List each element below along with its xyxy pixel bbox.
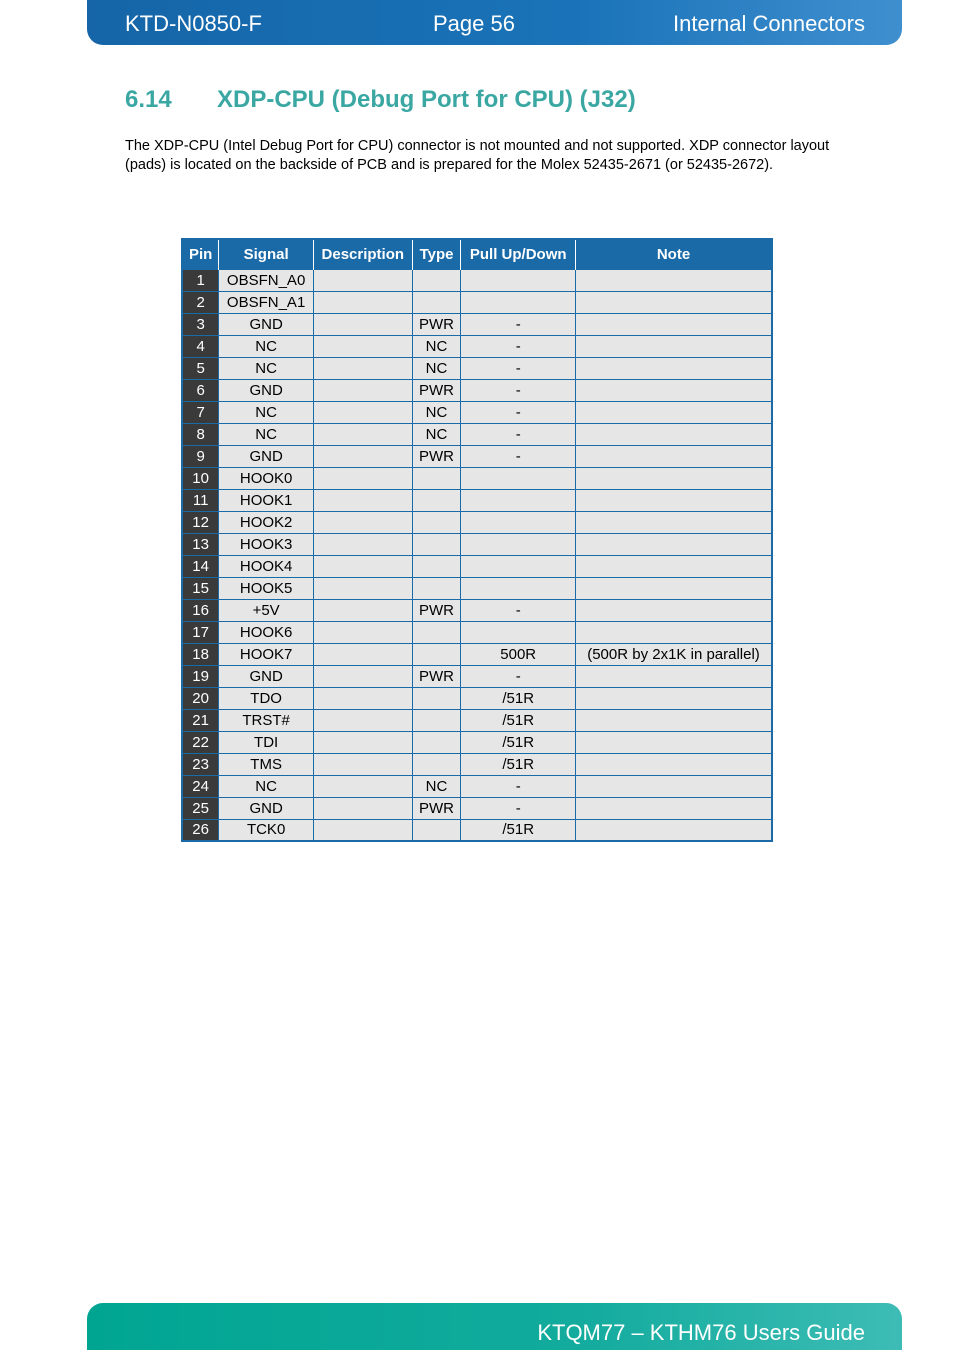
pin-cell: 18 [182, 643, 219, 665]
description-cell [313, 621, 412, 643]
pull-cell [461, 555, 576, 577]
table-row [182, 533, 772, 555]
pull-cell: - [461, 357, 576, 379]
description-cell [313, 401, 412, 423]
signal-cell: HOOK4 [219, 555, 314, 577]
note-cell [576, 335, 772, 357]
pin-cell: 9 [182, 445, 219, 467]
pin-cell: 8 [182, 423, 219, 445]
description-cell [313, 291, 412, 313]
description-cell [313, 665, 412, 687]
table-row [182, 379, 772, 401]
note-cell [576, 621, 772, 643]
pin-cell: 3 [182, 313, 219, 335]
pull-cell: - [461, 379, 576, 401]
signal-cell: GND [219, 665, 314, 687]
description-cell [313, 445, 412, 467]
pull-cell: - [461, 313, 576, 335]
table-header-row [182, 239, 772, 269]
type-cell [412, 467, 461, 489]
note-cell [576, 533, 772, 555]
table-body [182, 269, 772, 841]
page-header [87, 0, 902, 45]
table-row [182, 797, 772, 819]
signal-cell: HOOK0 [219, 467, 314, 489]
pin-cell: 12 [182, 511, 219, 533]
description-cell [313, 643, 412, 665]
note-cell: (500R by 2x1K in parallel) [576, 643, 772, 665]
note-cell [576, 313, 772, 335]
description-cell [313, 709, 412, 731]
type-cell: NC [412, 357, 461, 379]
table-row [182, 489, 772, 511]
signal-cell: TCK0 [219, 819, 314, 841]
signal-cell: HOOK6 [219, 621, 314, 643]
signal-cell: HOOK7 [219, 643, 314, 665]
signal-cell: HOOK1 [219, 489, 314, 511]
column-header: Description [313, 239, 412, 269]
column-header: Signal [219, 239, 314, 269]
type-cell: NC [412, 335, 461, 357]
table-row [182, 643, 772, 665]
column-header: Pull Up/Down [461, 239, 576, 269]
signal-cell: GND [219, 313, 314, 335]
header-section: Internal Connectors [673, 11, 865, 36]
pin-cell: 23 [182, 753, 219, 775]
pull-cell [461, 511, 576, 533]
table-row [182, 423, 772, 445]
pin-cell: 14 [182, 555, 219, 577]
description-cell [313, 775, 412, 797]
pin-cell: 22 [182, 731, 219, 753]
signal-cell: NC [219, 401, 314, 423]
description-cell [313, 533, 412, 555]
note-cell [576, 775, 772, 797]
pull-cell: /51R [461, 687, 576, 709]
table-row [182, 269, 772, 291]
note-cell [576, 489, 772, 511]
pull-cell: - [461, 665, 576, 687]
section-title: XDP-CPU (Debug Port for CPU) (J32) [217, 86, 636, 113]
pull-cell: - [461, 599, 576, 621]
note-cell [576, 445, 772, 467]
type-cell [412, 819, 461, 841]
note-cell [576, 819, 772, 841]
table-row [182, 445, 772, 467]
table-row [182, 709, 772, 731]
description-cell [313, 797, 412, 819]
pin-cell: 4 [182, 335, 219, 357]
description-cell [313, 555, 412, 577]
table-row [182, 511, 772, 533]
note-cell [576, 291, 772, 313]
type-cell: PWR [412, 445, 461, 467]
signal-cell: OBSFN_A0 [219, 269, 314, 291]
pull-cell: - [461, 401, 576, 423]
description-cell [313, 687, 412, 709]
signal-cell: TMS [219, 753, 314, 775]
type-cell [412, 291, 461, 313]
page-number: Page 56 [433, 11, 515, 36]
pull-cell: /51R [461, 709, 576, 731]
note-cell [576, 379, 772, 401]
description-cell [313, 577, 412, 599]
pin-cell: 11 [182, 489, 219, 511]
pull-cell: - [461, 335, 576, 357]
description-cell [313, 753, 412, 775]
note-cell [576, 599, 772, 621]
signal-cell: OBSFN_A1 [219, 291, 314, 313]
column-header: Type [412, 239, 461, 269]
pull-cell [461, 489, 576, 511]
note-cell [576, 753, 772, 775]
table-row [182, 313, 772, 335]
pin-cell: 19 [182, 665, 219, 687]
type-cell [412, 709, 461, 731]
signal-cell: +5V [219, 599, 314, 621]
pin-cell: 24 [182, 775, 219, 797]
signal-cell: GND [219, 797, 314, 819]
note-cell [576, 709, 772, 731]
table-row [182, 291, 772, 313]
signal-cell: NC [219, 357, 314, 379]
pull-cell [461, 621, 576, 643]
type-cell [412, 621, 461, 643]
type-cell: PWR [412, 379, 461, 401]
signal-cell: HOOK3 [219, 533, 314, 555]
pin-cell: 26 [182, 819, 219, 841]
type-cell: PWR [412, 313, 461, 335]
table-row [182, 731, 772, 753]
description-cell [313, 489, 412, 511]
type-cell: PWR [412, 599, 461, 621]
signal-cell: TRST# [219, 709, 314, 731]
signal-cell: NC [219, 423, 314, 445]
description-cell [313, 731, 412, 753]
note-cell [576, 555, 772, 577]
table-row [182, 665, 772, 687]
intro-paragraph: The XDP-CPU (Intel Debug Port for CPU) connector is not mounted and not supported. XDP connector layout (pads) is located on the backside of PCB and is prepared for the Molex 52435-2671 (or 52435-2672). [125, 138, 830, 173]
table-row [182, 621, 772, 643]
signal-cell: GND [219, 445, 314, 467]
pull-cell: /51R [461, 819, 576, 841]
pull-cell: - [461, 423, 576, 445]
table-row [182, 819, 772, 841]
description-cell [313, 423, 412, 445]
type-cell: PWR [412, 665, 461, 687]
description-cell [313, 269, 412, 291]
pull-cell: - [461, 775, 576, 797]
type-cell [412, 753, 461, 775]
description-cell [313, 511, 412, 533]
pin-cell: 16 [182, 599, 219, 621]
type-cell [412, 687, 461, 709]
guide-title: KTQM77 – KTHM76 Users Guide [537, 1320, 865, 1345]
pin-cell: 25 [182, 797, 219, 819]
pull-cell [461, 533, 576, 555]
note-cell [576, 269, 772, 291]
table-row [182, 555, 772, 577]
type-cell [412, 533, 461, 555]
column-header: Pin [182, 239, 219, 269]
pin-cell: 20 [182, 687, 219, 709]
type-cell [412, 577, 461, 599]
pin-cell: 2 [182, 291, 219, 313]
pin-cell: 17 [182, 621, 219, 643]
note-cell [576, 797, 772, 819]
signal-cell: GND [219, 379, 314, 401]
pull-cell [461, 291, 576, 313]
description-cell [313, 467, 412, 489]
note-cell [576, 731, 772, 753]
pin-cell: 21 [182, 709, 219, 731]
pull-cell: - [461, 445, 576, 467]
description-cell [313, 335, 412, 357]
pin-cell: 10 [182, 467, 219, 489]
type-cell: NC [412, 401, 461, 423]
pull-cell [461, 577, 576, 599]
signal-cell: HOOK5 [219, 577, 314, 599]
note-cell [576, 687, 772, 709]
pin-cell: 7 [182, 401, 219, 423]
table-row [182, 753, 772, 775]
note-cell [576, 401, 772, 423]
pin-cell: 6 [182, 379, 219, 401]
type-cell [412, 269, 461, 291]
note-cell [576, 511, 772, 533]
table-row [182, 401, 772, 423]
table-row [182, 687, 772, 709]
note-cell [576, 665, 772, 687]
table-row [182, 599, 772, 621]
section-heading [125, 86, 636, 114]
note-cell [576, 467, 772, 489]
type-cell [412, 643, 461, 665]
pull-cell: - [461, 797, 576, 819]
pull-cell [461, 269, 576, 291]
pull-cell: /51R [461, 753, 576, 775]
pin-cell: 1 [182, 269, 219, 291]
table-row [182, 577, 772, 599]
table-row [182, 467, 772, 489]
description-cell [313, 599, 412, 621]
description-cell [313, 313, 412, 335]
signal-cell: NC [219, 335, 314, 357]
type-cell [412, 511, 461, 533]
page-footer [87, 1303, 902, 1350]
pull-cell: 500R [461, 643, 576, 665]
doc-id: KTD-N0850-F [125, 11, 262, 36]
type-cell: PWR [412, 797, 461, 819]
pin-cell: 5 [182, 357, 219, 379]
pin-cell: 13 [182, 533, 219, 555]
note-cell [576, 357, 772, 379]
table-row [182, 775, 772, 797]
description-cell [313, 357, 412, 379]
type-cell [412, 731, 461, 753]
table-row [182, 357, 772, 379]
pull-cell [461, 467, 576, 489]
type-cell: NC [412, 423, 461, 445]
section-number: 6.14 [125, 86, 172, 113]
description-cell [313, 379, 412, 401]
type-cell [412, 489, 461, 511]
signal-cell: TDO [219, 687, 314, 709]
signal-cell: NC [219, 775, 314, 797]
type-cell [412, 555, 461, 577]
type-cell: NC [412, 775, 461, 797]
note-cell [576, 577, 772, 599]
pinout-table [181, 238, 773, 842]
column-header: Note [576, 239, 772, 269]
pull-cell: /51R [461, 731, 576, 753]
note-cell [576, 423, 772, 445]
table-row [182, 335, 772, 357]
description-cell [313, 819, 412, 841]
signal-cell: HOOK2 [219, 511, 314, 533]
pin-cell: 15 [182, 577, 219, 599]
signal-cell: TDI [219, 731, 314, 753]
